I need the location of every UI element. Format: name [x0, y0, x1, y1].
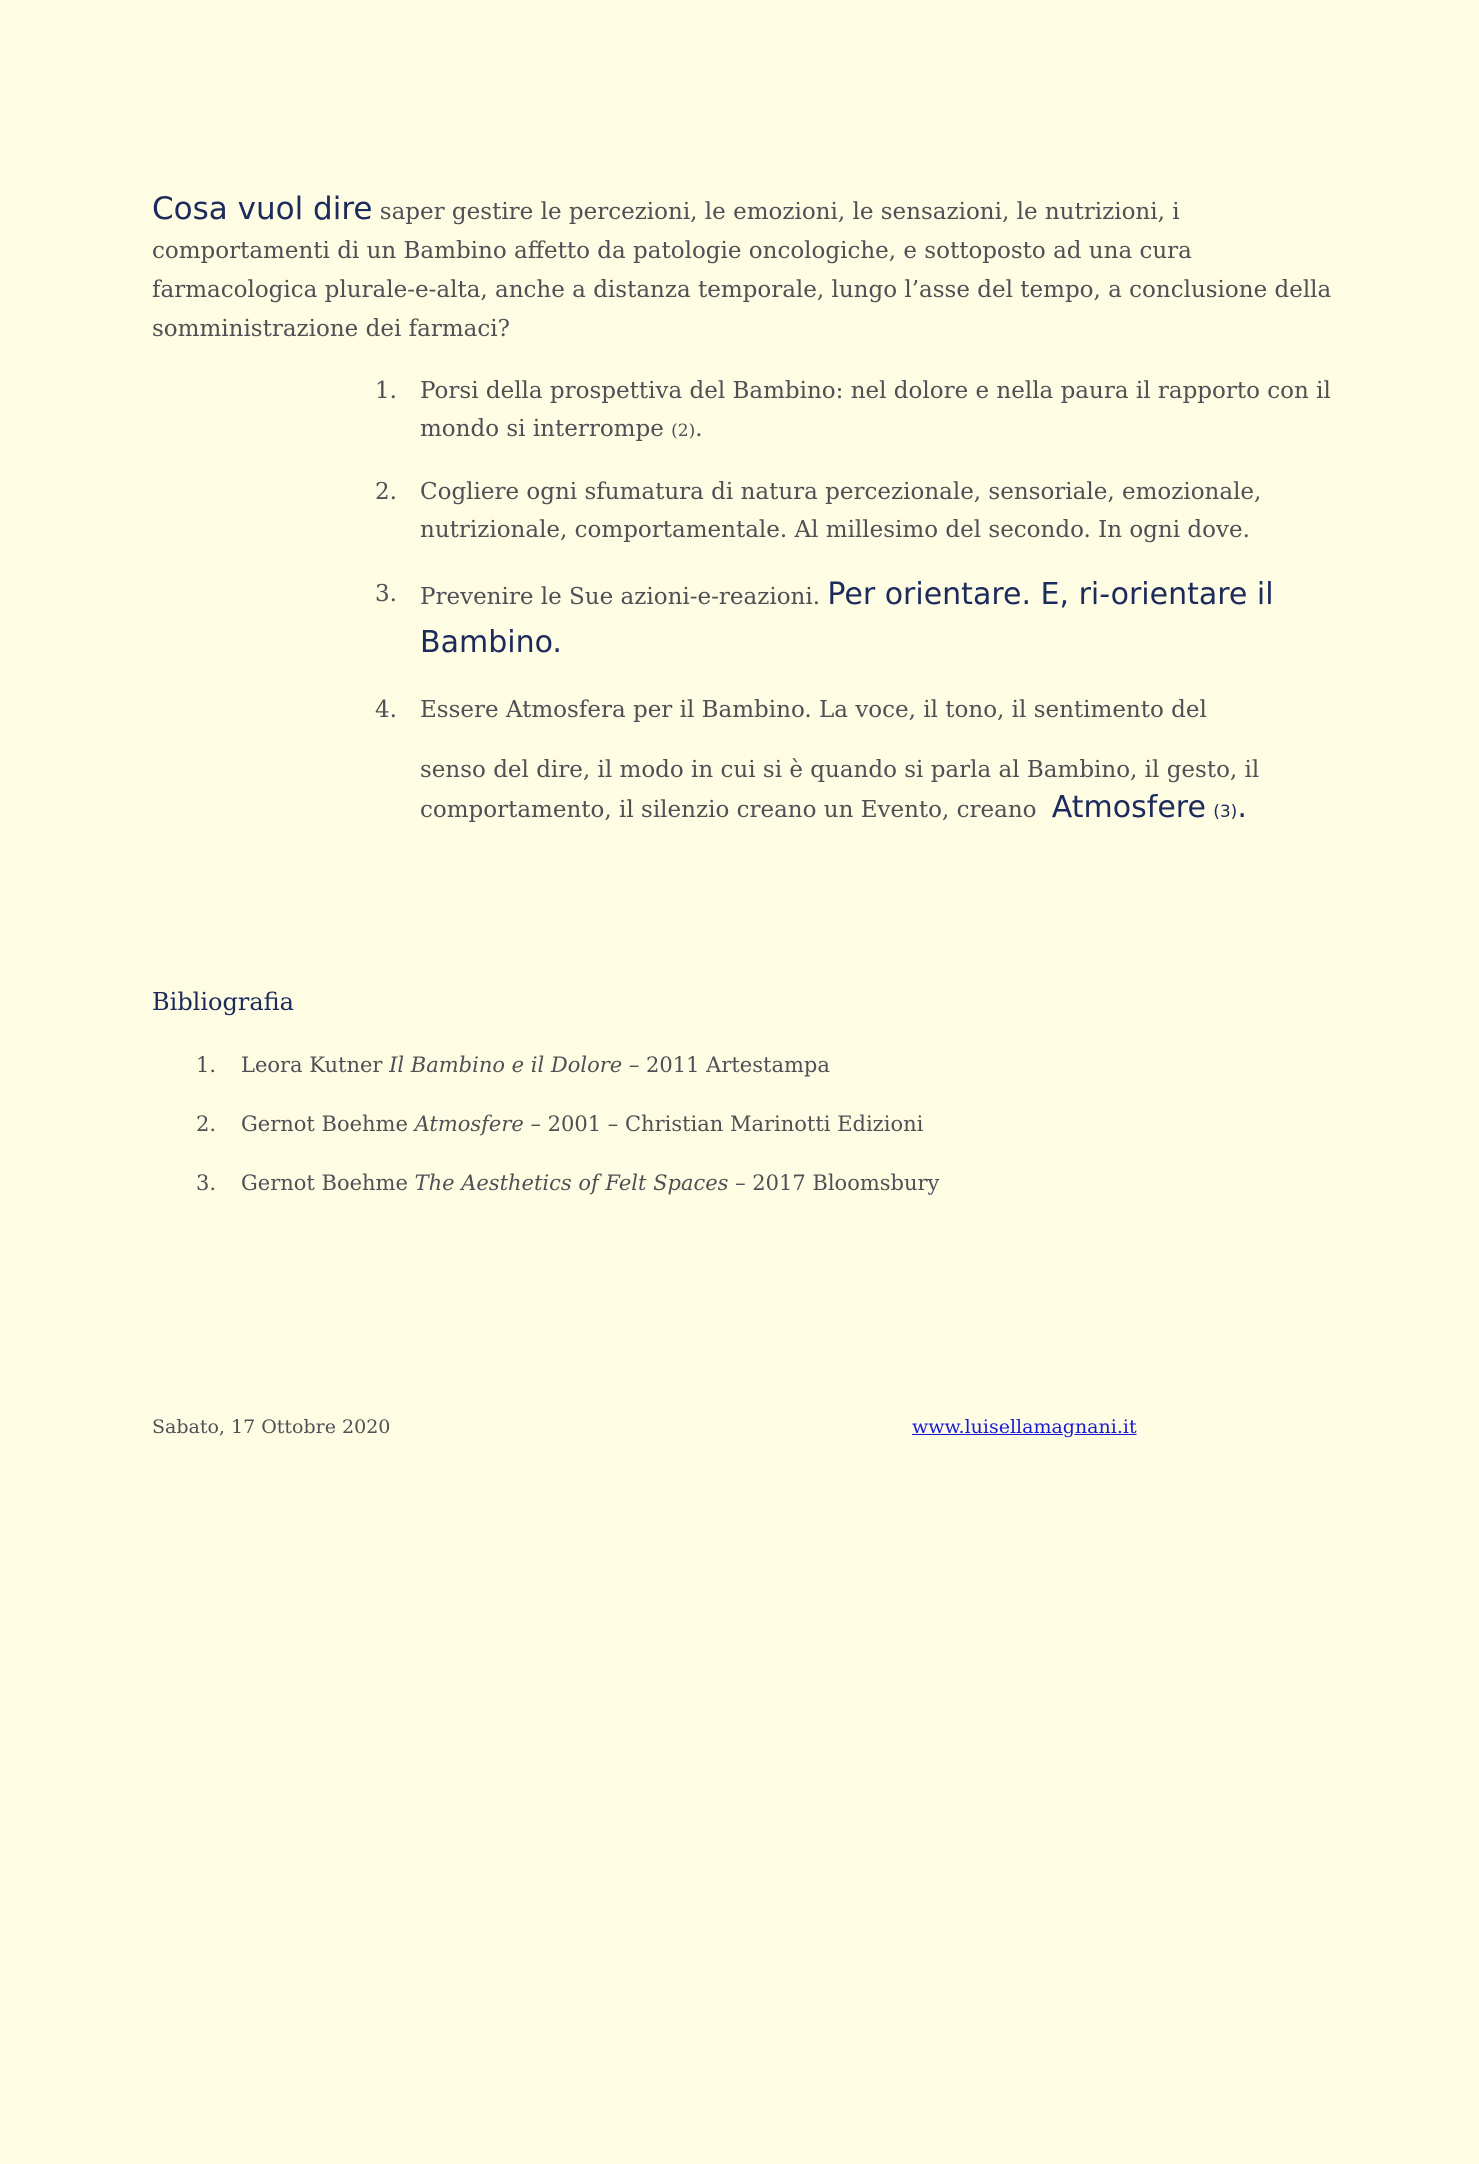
- point-3: [375, 572, 1365, 668]
- bibliography-number: 1.: [196, 1053, 217, 1077]
- point-end: .: [1237, 790, 1247, 825]
- bibliography-author: Leora Kutner: [241, 1053, 390, 1077]
- point-2: [375, 473, 1365, 549]
- point-1: [375, 372, 1365, 450]
- bibliography-details: – 2001 – Christian Marinotti Edizioni: [523, 1112, 924, 1136]
- bibliography-author: Gernot Boehme: [241, 1171, 415, 1195]
- point-emphasis: Per orientare. E, ri-orientare il Bambino.: [420, 577, 1274, 660]
- point-text: Cogliere ogni sfumatura di natura percezionale, sensoriale, emozionale, nutrizionale, comportamentale. Al millesimo del secondo. In ogni dove.: [420, 479, 1262, 543]
- bibliography-author: Gernot Boehme: [241, 1112, 415, 1136]
- bibliography-item: [196, 1050, 1096, 1080]
- bibliography-details: – 2011 Artestampa: [622, 1053, 830, 1077]
- point-continuation: [420, 751, 1365, 831]
- point-number: 1.: [375, 378, 397, 404]
- bibliography-number: 2.: [196, 1112, 217, 1136]
- intro-lead: Cosa vuol dire: [152, 191, 373, 227]
- point-text: Essere Atmosfera per il Bambino. La voce, il tono, il sentimento del: [420, 697, 1207, 723]
- footer-date: Sabato, 17 Ottobre 2020: [152, 1416, 391, 1438]
- reference-mark: (2): [671, 421, 696, 441]
- point-text: Prevenire le Sue azioni-e-reazioni.: [420, 584, 828, 610]
- intro-text: saper gestire le percezioni, le emozioni, le sensazioni, le nutrizioni, i comportamenti di un Bambino affetto da patologie oncologiche, e sottoposto ad una cura farmacologica plurale-e-alta, anche a distanza temporale, lungo l’asse del tempo, a conclusione della somministrazione dei farmaci?: [152, 199, 1332, 342]
- bibliography-item: [196, 1109, 1096, 1139]
- bibliography-number: 3.: [196, 1171, 217, 1195]
- bibliography-list: [196, 1050, 1096, 1227]
- bibliography-details: – 2017 Bloomsbury: [728, 1171, 940, 1195]
- point-emphasis: Atmosfere: [1051, 790, 1206, 825]
- point-number: 3.: [375, 581, 397, 607]
- key-points-list: [375, 372, 1365, 854]
- bibliography-title: The Aesthetics of Felt Spaces: [414, 1171, 729, 1195]
- point-text: Porsi della prospettiva del Bambino: nel dolore e nella paura il rapporto con il mondo si interrompe: [420, 378, 1331, 442]
- bibliography-item: [196, 1168, 1096, 1198]
- point-4: [375, 691, 1365, 831]
- point-number: 4.: [375, 697, 397, 723]
- reference-mark: (3): [1213, 802, 1238, 822]
- point-continuation-text: senso del dire, il modo in cui si è quando si parla al Bambino, il gesto, il comportamento, il silenzio creano un Evento, creano: [420, 757, 1260, 823]
- bibliography-heading: Bibliografia: [152, 988, 294, 1016]
- point-end: .: [695, 416, 703, 442]
- bibliography-title: Atmosfere: [414, 1112, 524, 1136]
- intro-paragraph: [152, 190, 1362, 349]
- bibliography-title: Il Bambino e il Dolore: [389, 1053, 623, 1077]
- website-link[interactable]: www.luisellamagnani.it: [912, 1416, 1137, 1438]
- point-number: 2.: [375, 479, 397, 505]
